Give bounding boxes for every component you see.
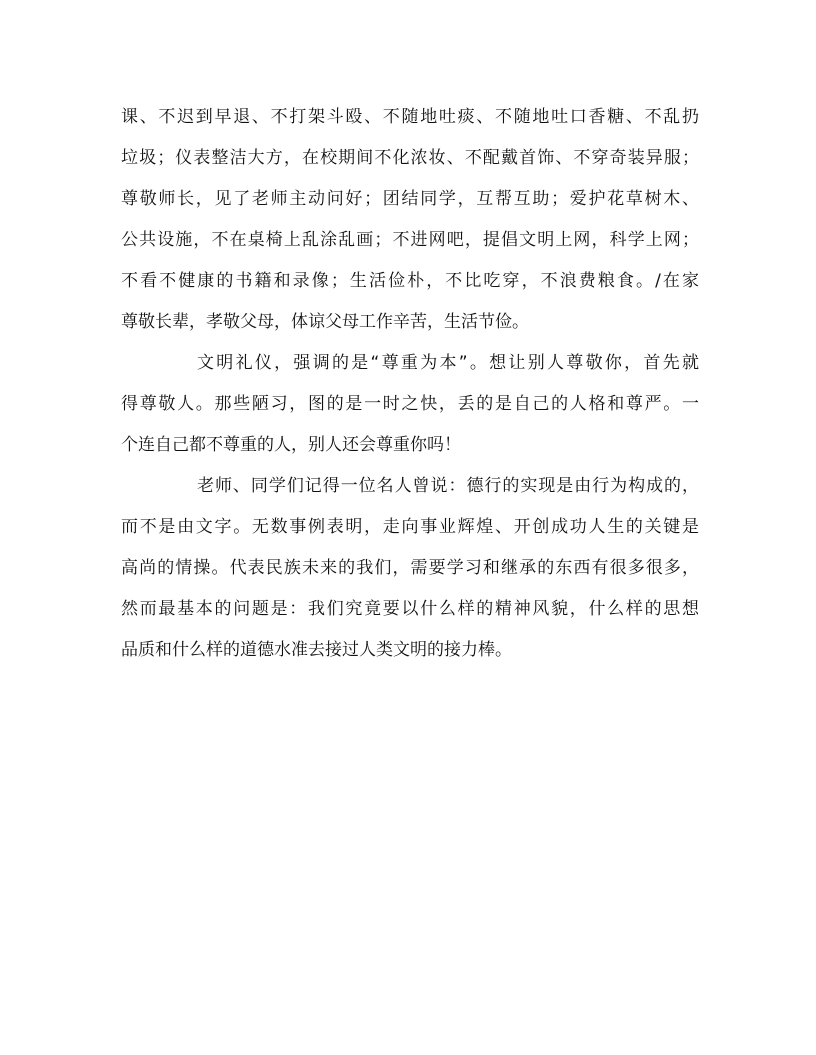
paragraph-line: 然而最基本的问题是：我们究竟要以什么样的精神风貌，什么样的思想 [121,599,699,619]
paragraph-2 [121,343,699,466]
paragraph-line: 得尊敬人。那些陋习，图的是一时之快，丢的是自己的人格和尊严。一 [121,394,699,414]
paragraph-line: 垃圾；仪表整洁大方，在校期间不化浓妆、不配戴首饰、不穿奇装异服； [121,148,699,168]
paragraph-line: 高尚的情操。代表民族未来的我们，需要学习和继承的东西有很多很多， [121,558,699,578]
paragraph-line: 尊敬长辈，孝敬父母，体谅父母工作辛苦，生活节俭。 [121,312,529,332]
paragraph-1 [121,97,699,343]
paragraph-line: 不看不健康的书籍和录像；生活俭朴，不比吃穿，不浪费粮食。/在家 [121,271,699,291]
document-body [121,97,699,671]
paragraph-line: 课、不迟到早退、不打架斗殴、不随地吐痰、不随地吐口香糖、不乱扔 [121,107,699,127]
paragraph-line: 个连自己都不尊重的人，别人还会尊重你吗！ [121,435,461,455]
paragraph-line: 老师、同学们记得一位名人曾说：德行的实现是由行为构成的， [197,476,699,496]
paragraph-line: 品质和什么样的道德水准去接过人类文明的接力棒。 [121,640,512,660]
paragraph-line: 尊敬师长，见了老师主动问好；团结同学，互帮互助；爱护花草树木、 [121,189,699,209]
paragraph-line: 公共设施，不在桌椅上乱涂乱画；不进网吧，提倡文明上网，科学上网； [121,230,699,250]
paragraph-line: 而不是由文字。无数事例表明，走向事业辉煌、开创成功人生的关键是 [121,517,699,537]
paragraph-line: 文明礼仪，强调的是“尊重为本”。想让别人尊敬你，首先就 [197,353,699,373]
paragraph-3 [121,466,699,671]
